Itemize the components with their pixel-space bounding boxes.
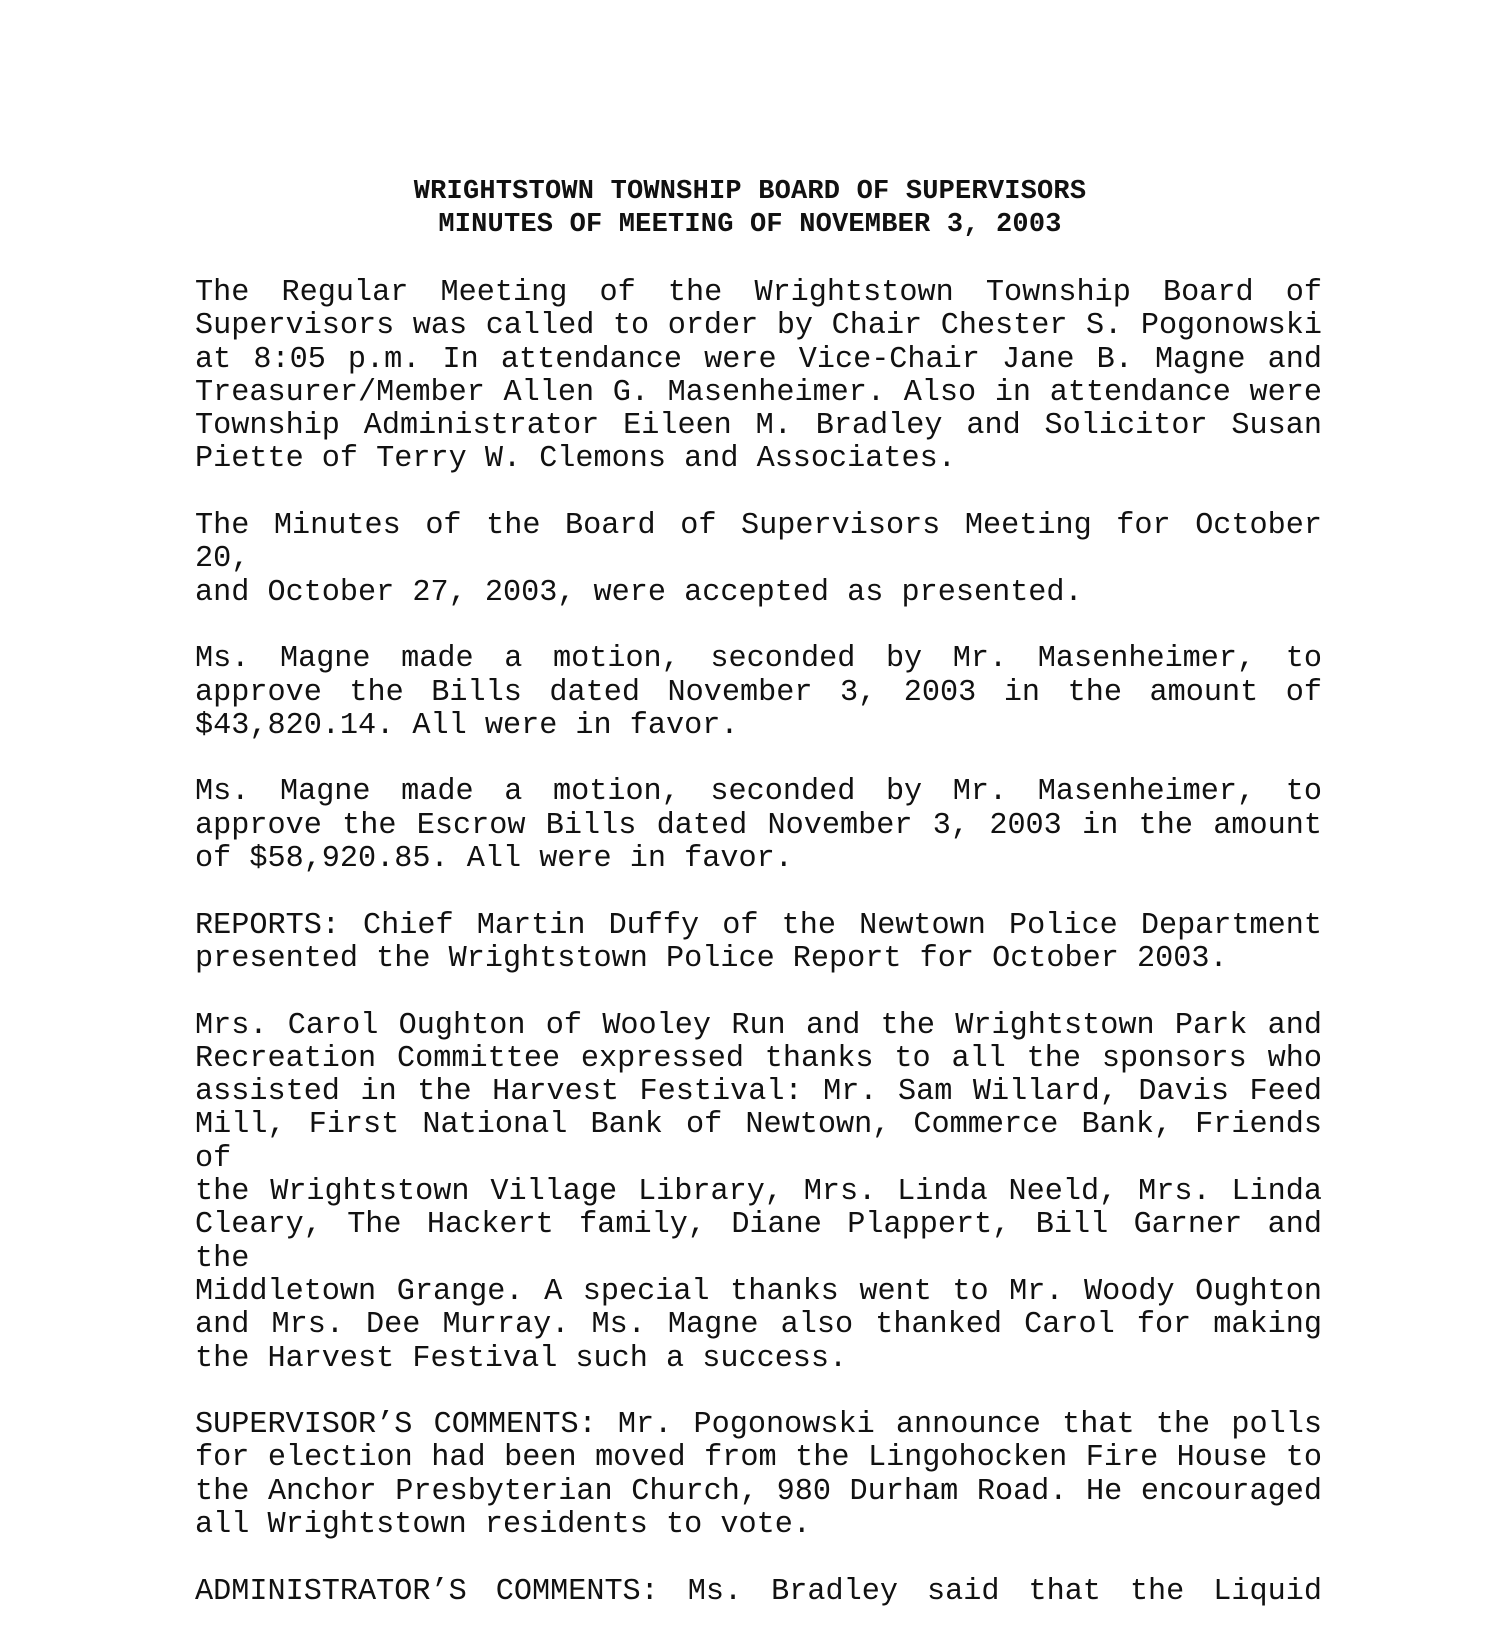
title-line-2: MINUTES OF MEETING OF NOVEMBER 3, 2003: [438, 210, 1062, 241]
title-line-1: WRIGHTSTOWN TOWNSHIP BOARD OF SUPERVISORS: [413, 177, 1087, 207]
paragraph-line: at 8:05 p.m. In attendance were Vice-Chair Jane B. Magne and: [195, 342, 1322, 377]
document-title: [0, 176, 1500, 243]
paragraph: [195, 910, 1322, 977]
paragraph-line: Piette of Terry W. Clemons and Associates.: [195, 442, 956, 477]
paragraph-line: Cleary, The Hackert family, Diane Plappert, Bill Garner and the: [195, 1208, 1322, 1276]
paragraph: [195, 277, 1322, 477]
paragraph-line: and October 27, 2003, were accepted as presented.: [195, 575, 1083, 610]
paragraph: [195, 776, 1322, 876]
paragraph-line: presented the Wrightstown Police Report for October 2003.: [195, 941, 1228, 976]
paragraph-line: Ms. Magne made a motion, seconded by Mr. Masenheimer, to: [195, 775, 1322, 810]
paragraph-line: The Minutes of the Board of Supervisors Meeting for October 20,: [195, 509, 1322, 577]
paragraph-line: REPORTS: Chief Martin Duffy of the Newtown Police Department: [195, 908, 1322, 943]
paragraph-line: approve the Bills dated November 3, 2003 in the amount of: [195, 675, 1322, 710]
paragraph-line: and Mrs. Dee Murray. Ms. Magne also thanked Carol for making: [195, 1308, 1322, 1343]
paragraph-line: Recreation Committee expressed thanks to all the sponsors who: [195, 1041, 1322, 1076]
paragraph-line: the Harvest Festival such a success.: [195, 1341, 848, 1376]
paragraph-line: Treasurer/Member Allen G. Masenheimer. Also in attendance were: [195, 375, 1322, 410]
paragraph-line: Mrs. Carol Oughton of Wooley Run and the Wrightstown Park and: [195, 1008, 1322, 1043]
paragraph-line: all Wrightstown residents to vote.: [195, 1507, 811, 1542]
paragraph-line: the Anchor Presbyterian Church, 980 Durham Road. He encouraged: [195, 1474, 1322, 1509]
paragraph: [195, 1010, 1322, 1376]
paragraph-line: Ms. Magne made a motion, seconded by Mr. Masenheimer, to: [195, 642, 1322, 677]
paragraph-line: assisted in the Harvest Festival: Mr. Sam Willard, Davis Feed: [195, 1075, 1322, 1110]
paragraph-line: ADMINISTRATOR’S COMMENTS: Ms. Bradley said that the Liquid: [195, 1574, 1322, 1609]
paragraph-line: SUPERVISOR’S COMMENTS: Mr. Pogonowski announce that the polls: [195, 1408, 1322, 1443]
paragraph-line: $43,820.14. All were in favor.: [195, 708, 739, 743]
paragraph-line: The Regular Meeting of the Wrightstown Township Board of: [195, 276, 1322, 310]
paragraph: [195, 1576, 1322, 1609]
document-body: [195, 277, 1322, 1642]
paragraph-line: Mill, First National Bank of Newtown, Commerce Bank, Friends of: [195, 1108, 1322, 1176]
paragraph: [195, 1409, 1322, 1542]
paragraph-line: Middletown Grange. A special thanks went to Mr. Woody Oughton: [195, 1274, 1322, 1309]
paragraph-line: the Wrightstown Village Library, Mrs. Linda Neeld, Mrs. Linda: [195, 1175, 1322, 1210]
paragraph: [195, 510, 1322, 610]
paragraph-line: Township Administrator Eileen M. Bradley and Solicitor Susan: [195, 409, 1322, 444]
paragraph-line: of $58,920.85. All were in favor.: [195, 842, 793, 877]
paragraph-line: approve the Escrow Bills dated November 3, 2003 in the amount: [195, 808, 1322, 843]
paragraph: [195, 643, 1322, 743]
paragraph-line: for election had been moved from the Lingohocken Fire House to: [195, 1441, 1322, 1476]
paragraph-line: Supervisors was called to order by Chair Chester S. Pogonowski: [195, 309, 1322, 344]
